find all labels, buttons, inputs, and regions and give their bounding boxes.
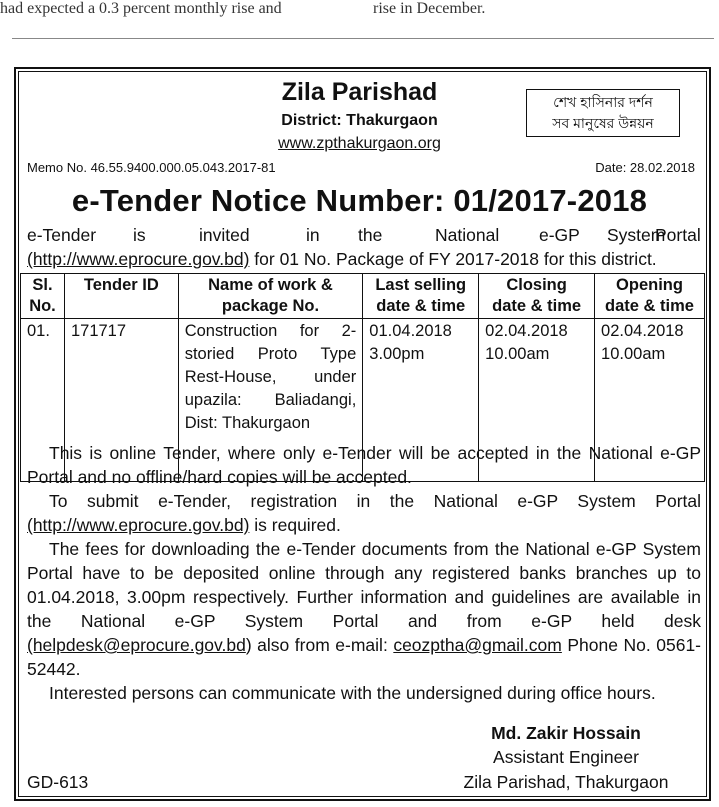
header-last-selling: Last selling date & time [363,274,479,319]
eprocure-link[interactable]: (http://www.eprocure.gov.bd) [27,515,250,535]
notice-date: Date: 28.02.2018 [595,160,695,175]
table-header-row [21,274,705,319]
intro-word: National [435,225,500,245]
header-work: Name of work & package No. [178,274,363,319]
paragraph-fees: The fees for downloading the e-Tender documents from the National e-GP System Portal have to be deposited online through any registered banks branches up to 01.04.2018, 3.00pm respectively. Further information and guidelines are available in the National e-GP System Portal and from e-GP held desk (helpdesk@eprocure.gov.bd) also from e-mail: ceozptha@gmail.com Phone No. 0561-52442. [27,539,702,679]
intro-word: is [133,225,146,245]
gd-code: GD-613 [27,772,89,792]
intro-word: the [358,225,383,245]
header-tender-id: Tender ID [64,274,178,319]
strip-column-1: had expected a 0.3 percent monthly rise and [0,0,282,17]
intro-word: invited [199,225,250,245]
org-district: District: Thakurgaon [281,112,438,129]
intro-word: in [306,225,320,245]
header-sl: Sl. No. [21,274,65,319]
divider [12,38,714,39]
intro-word: System [607,225,666,245]
signatory-role: Assistant Engineer [493,747,639,767]
cell-closing: 02.04.2018 10.00am [479,319,595,482]
cell-work: Construction for 2-storied Proto Type Rest-House, under upazila: Baliadangi, Dist: Thakurgaon [178,319,363,482]
org-name: Zila Parishad [281,78,438,106]
ceo-email-link[interactable]: ceozptha@gmail.com [393,635,562,655]
notice-headline: e-Tender Notice Number: 01/2017-2018 [71,183,648,218]
paragraph-online-tender: This is online Tender, where only e-Tender will be accepted in the National e-GP Portal and no offline/hard copies will be accepted. [27,443,701,487]
slogan-box [526,89,680,137]
paragraph-registration: To submit e-Tender, registration in the National e-GP System Portal (http://www.eprocure.gov.bd) is required. [27,491,701,535]
notice-body [27,441,701,705]
intro-word: e-GP [539,225,580,245]
slogan-line-2: সব মানুষের উন্নয়ন [552,115,654,131]
intro-line-2 [27,249,697,270]
intro-word: Portal [655,225,701,245]
slogan-line-1: শেখ হাসিনার দর্শন [553,94,653,110]
header-opening: Opening date & time [595,274,705,319]
newspaper-text-strip [0,0,719,22]
cell-tender-id: 171717 [64,319,178,482]
intro-rest: for 01 No. Package of FY 2017-2018 for this district. [249,249,657,269]
signatory-office: Zila Parishad, Thakurgaon [463,772,669,792]
paragraph-contact: Interested persons can communicate with the undersigned during office hours. [49,683,656,703]
cell-last-selling: 01.04.2018 3.00pm [363,319,479,482]
eprocure-link[interactable]: (http://www.eprocure.gov.bd) [27,249,250,269]
org-website-link[interactable]: www.zpthakurgaon.org [278,135,441,152]
header-closing: Closing date & time [479,274,595,319]
signatory-name: Md. Zakir Hossain [491,723,641,743]
helpdesk-email-link[interactable]: (helpdesk@eprocure.gov.bd [27,635,246,655]
intro-word: e-Tender [27,225,97,245]
cell-opening: 02.04.2018 10.00am [595,319,705,482]
strip-column-2: rise in December. [373,0,486,17]
memo-number: Memo No. 46.55.9400.000.05.043.2017-81 [27,160,276,175]
cell-sl: 01. [21,319,65,482]
